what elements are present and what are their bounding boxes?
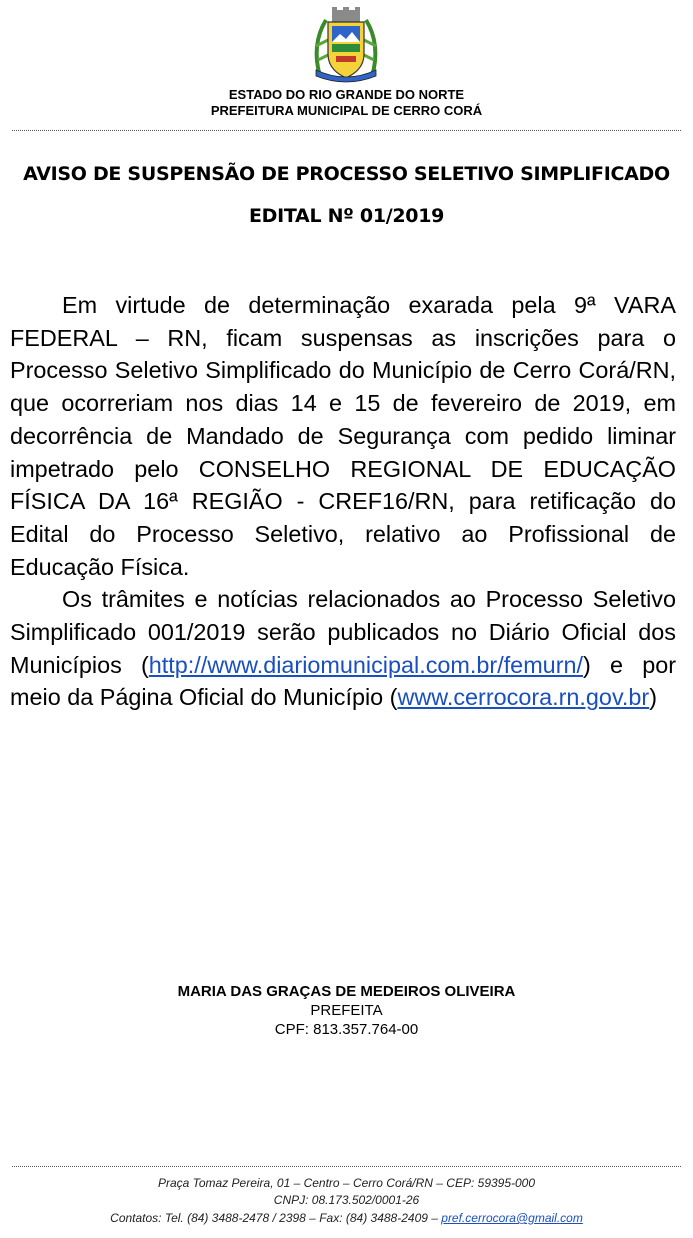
paragraph-publication-text-after: ) [649, 684, 657, 711]
prefecture-heading: PREFEITURA MUNICIPAL DE CERRO CORÁ [210, 103, 483, 118]
edital-number: EDITAL Nº 01/2019 [248, 205, 445, 227]
signatory-name: MARIA DAS GRAÇAS DE MEDEIROS OLIVEIRA [177, 983, 516, 1000]
footer-address: Praça Tomaz Pereira, 01 – Centro – Cerro Corá/RN – CEP: 59395-000 [157, 1176, 536, 1190]
paragraph-publication-text-middle: ) e por meio da Página Oficial do Município ( [10, 651, 676, 711]
footer-email-link[interactable]: pref.cerrocora@gmail.com [441, 1211, 583, 1225]
notice-body [10, 289, 676, 714]
footer-cnpj: CNPJ: 08.173.502/0001-26 [273, 1193, 420, 1207]
paragraph-publication-text-before: Os trâmites e notícias relacionados ao Processo Seletivo Simplificado 001/2019 serão publicados no Diário Oficial dos Municípios ( [10, 586, 676, 678]
crest-icon [306, 6, 386, 84]
footer-divider [12, 1166, 681, 1167]
paragraph-suspension: Em virtude de determinação exarada pela 9ª VARA FEDERAL – RN, ficam suspensas as inscrições para o Processo Seletivo Simplificado do Município de Cerro Corá/RN, que ocorreriam nos dias 14 e 15 de fevereiro de 2019, em decorrência de Mandado de Segurança com pedido liminar impetrado pelo CONSELHO REGIONAL DE EDUCAÇÃO FÍSICA DA 16ª REGIÃO - CREF16/RN, para retificação do Edital do Processo Seletivo, relativo ao Profissional de Educação Física. [10, 292, 676, 580]
footer-contacts [0, 1210, 693, 1227]
notice-title: AVISO DE SUSPENSÃO DE PROCESSO SELETIVO SIMPLIFICADO [23, 163, 670, 185]
footer-contacts-text: Contatos: Tel. (84) 3488-2478 / 2398 – Fax: (84) 3488-2409 – [110, 1211, 442, 1225]
municipal-crest [306, 6, 386, 84]
paragraph-publication [10, 583, 676, 714]
state-heading: ESTADO DO RIO GRANDE DO NORTE [228, 87, 465, 102]
header-divider [12, 130, 681, 131]
signatory-role: PREFEITA [310, 1002, 383, 1019]
signatory-cpf: CPF: 813.357.764-00 [274, 1021, 419, 1038]
diario-oficial-link[interactable]: http://www.diariomunicipal.com.br/femurn/ [148, 651, 583, 678]
municipal-website-link[interactable]: www.cerrocora.rn.gov.br [397, 684, 650, 711]
